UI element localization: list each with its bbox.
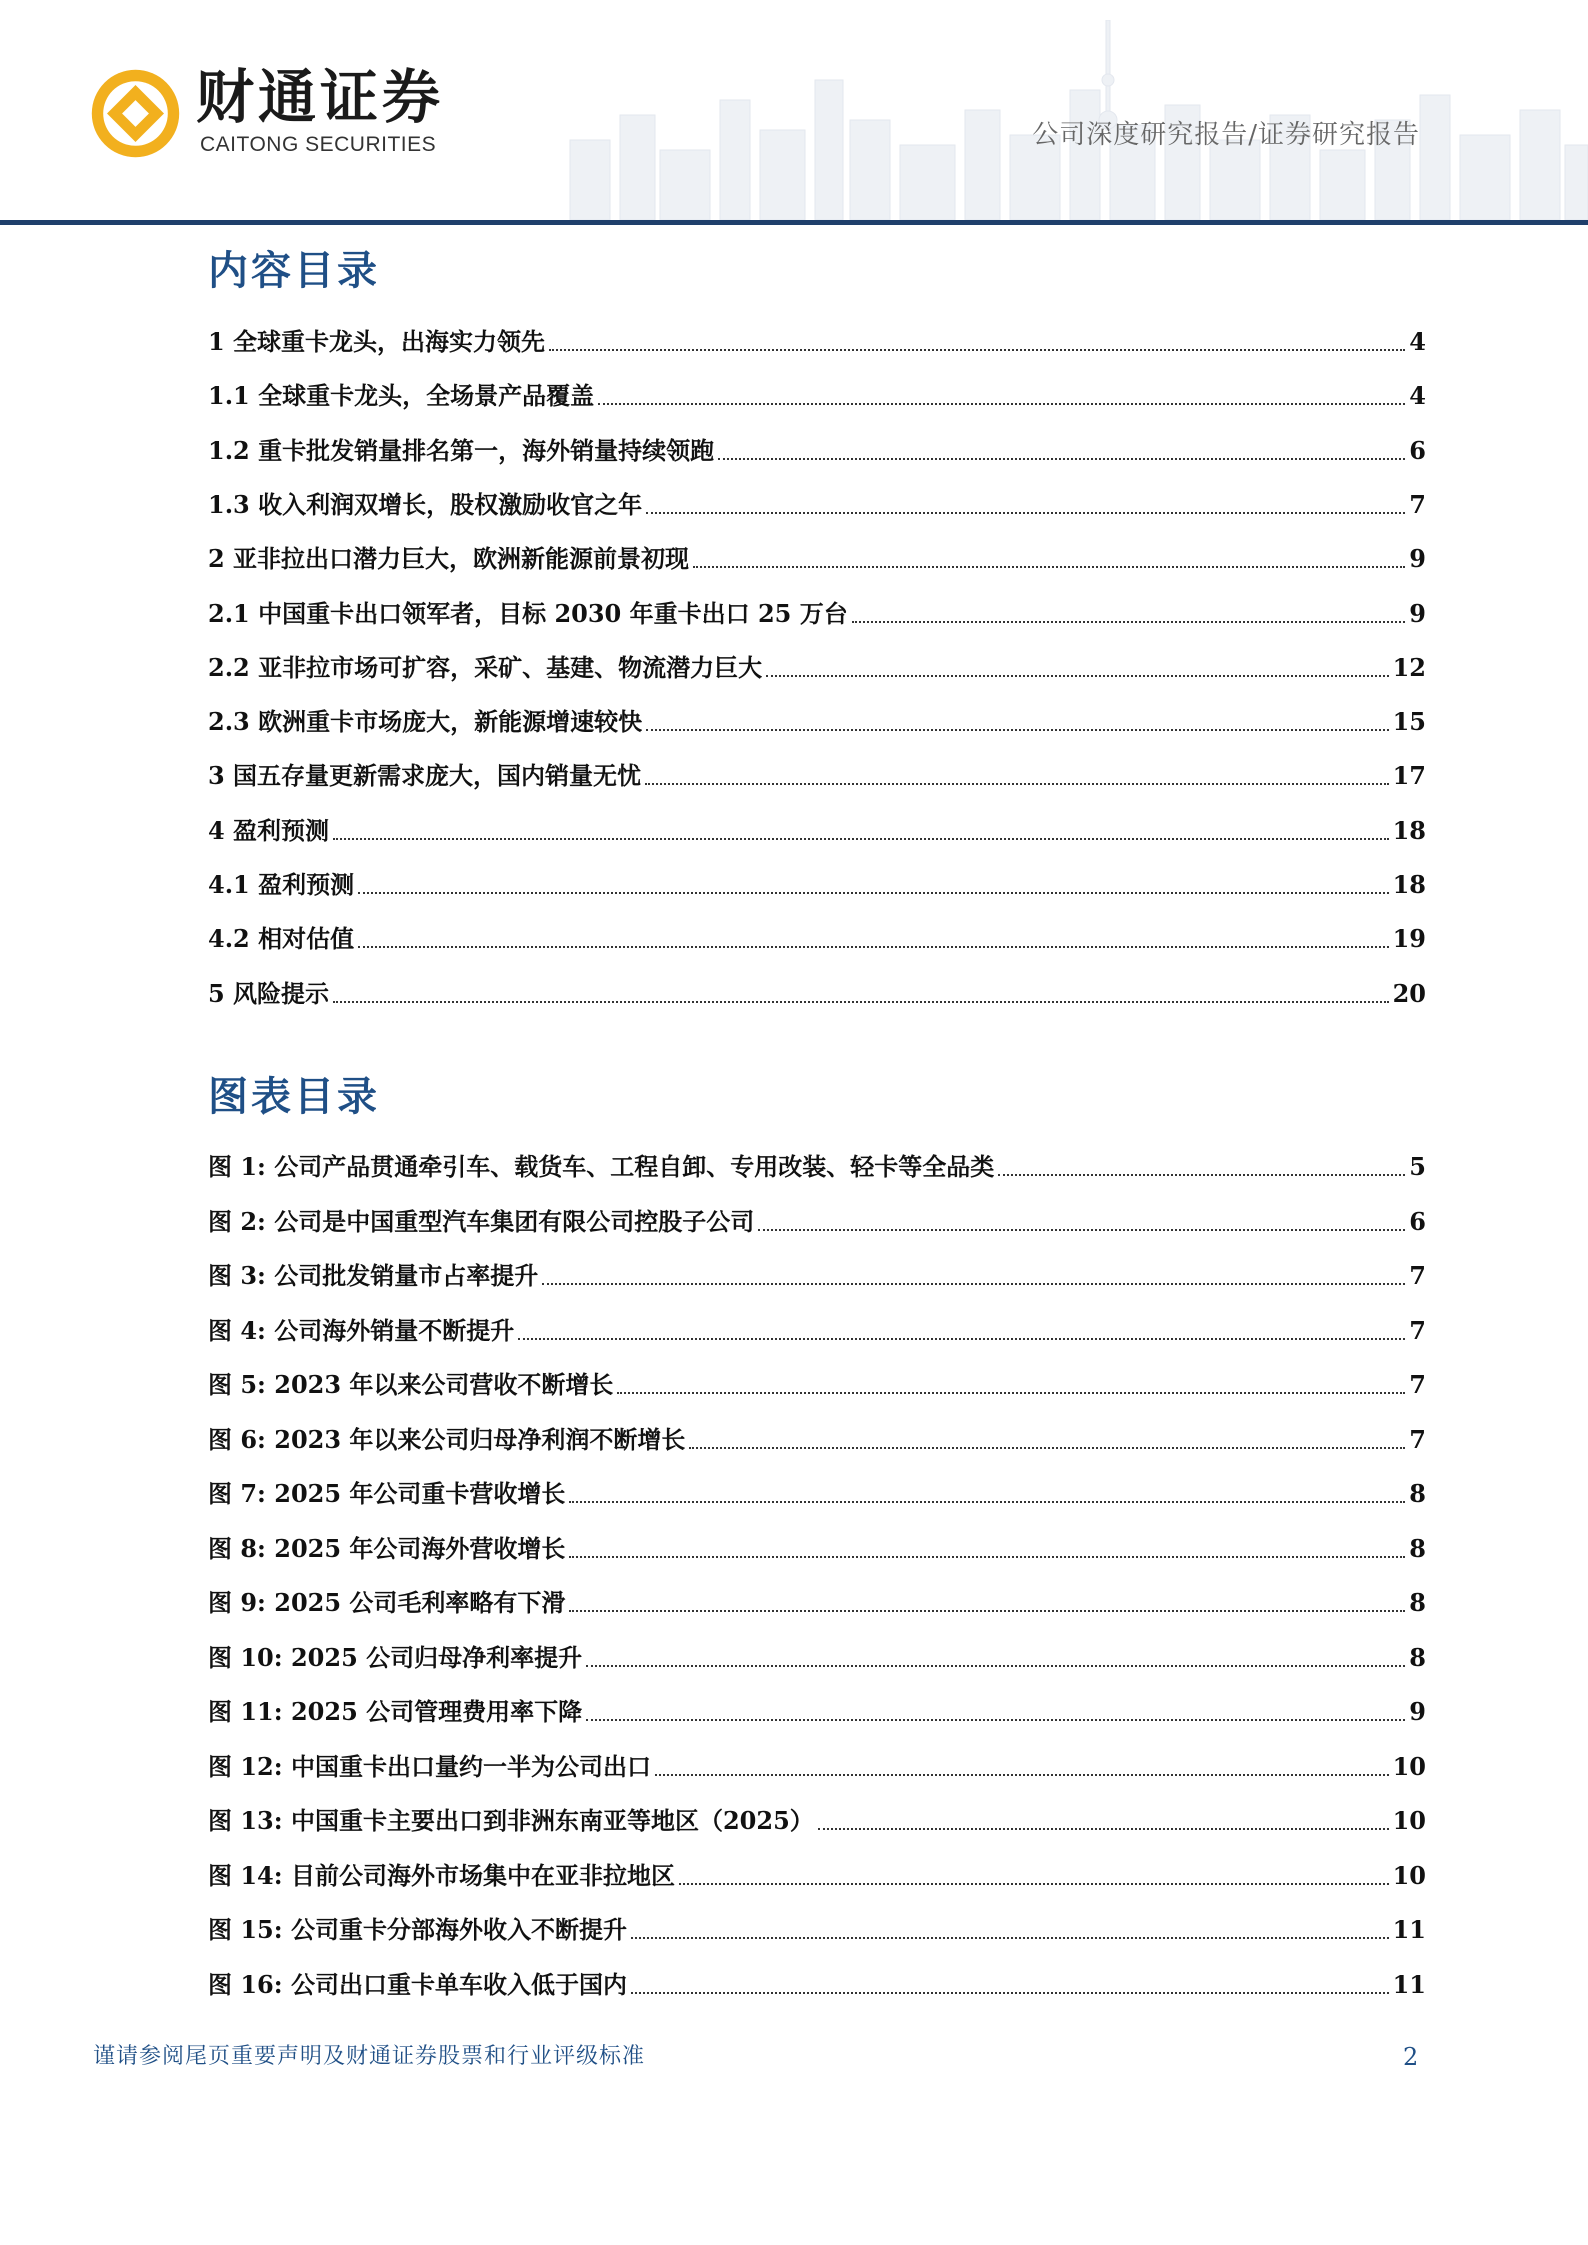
toc-entry-title: 5 风险提示 [208,978,330,1008]
figure-entry-page-number: 11 [1392,1969,1426,1999]
figure-entry-title: 图 12: 中国重卡出口量约一半为公司出口 [208,1751,651,1781]
figure-entry-page-number: 11 [1392,1915,1426,1944]
toc-entry-title: 4 盈利预测 [208,815,330,845]
toc-entry[interactable] [208,698,1426,738]
dot-leader [689,1446,1405,1449]
toc-entry-title: 2.2 亚非拉市场可扩容，采矿、基建、物流潜力巨大 [208,652,763,682]
toc-entry[interactable] [208,861,1426,901]
dot-leader [569,1609,1405,1612]
figure-entry-title: 图 3: 公司批发销量市占率提升 [208,1261,539,1290]
figure-entry[interactable] [208,1198,1426,1238]
figure-list-title: 图表目录 [208,1074,380,1120]
figure-entry-title: 图 13: 中国重卡主要出口到非洲东南亚等地区（2025） [208,1806,814,1835]
toc-entry-page-number: 15 [1392,707,1426,737]
figure-entry[interactable] [208,1361,1426,1401]
dot-leader [655,1773,1389,1776]
figure-entry-title: 图 8: 2025 年公司海外营收增长 [208,1533,566,1563]
figure-entry-title: 图 5: 2023 年以来公司营收不断增长 [208,1370,614,1399]
dot-leader [617,1391,1405,1394]
figure-entry[interactable] [208,1961,1426,2001]
figure-entry[interactable] [208,1252,1426,1292]
figure-entry-page-number: 8 [1409,1479,1426,1508]
toc-entry-title: 1.2 重卡批发销量排名第一，海外销量持续领跑 [208,435,715,465]
figure-entry-title: 图 9: 2025 公司毛利率略有下滑 [208,1588,566,1617]
figure-entry[interactable] [208,1579,1426,1619]
dot-leader [679,1882,1389,1885]
brand-name-cn: 财通证券 [196,63,445,131]
figure-entry-page-number: 7 [1409,1315,1426,1345]
figure-entry-page-number: 10 [1392,1860,1426,1890]
toc-entry-title: 3 国五存量更新需求庞大，国内销量无忧 [208,761,642,791]
dot-leader [718,457,1405,460]
dot-leader [358,891,1388,894]
dot-leader [518,1337,1405,1340]
figure-entry[interactable] [208,1797,1426,1837]
dot-leader [569,1500,1405,1503]
brand-name-en: CAITONG SECURITIES [200,133,437,156]
dot-leader [333,837,1389,840]
figure-entry[interactable] [208,1416,1426,1456]
dot-leader [758,1228,1405,1231]
toc-entry-page-number: 12 [1392,652,1426,682]
figure-entry-page-number: 6 [1409,1206,1426,1236]
figure-entry-title: 图 11: 2025 公司管理费用率下降 [208,1697,583,1726]
toc-entry-page-number: 9 [1409,544,1426,574]
figure-entry-page-number: 8 [1409,1642,1426,1672]
figure-entry-page-number: 5 [1409,1152,1426,1181]
toc-entry-page-number: 18 [1392,870,1426,899]
dot-leader [645,782,1389,785]
figure-entry-title: 图 15: 公司重卡分部海外收入不断提升 [208,1915,627,1944]
dot-leader [646,511,1405,514]
figure-entry-title: 图 4: 公司海外销量不断提升 [208,1315,515,1345]
toc-entry-title: 2.1 中国重卡出口领军者，目标 2030 年重卡出口 25 万台 [208,598,848,628]
report-type-label: 公司深度研究报告/证券研究报告 [1032,120,1420,150]
toc-entry-title: 2.3 欧洲重卡市场庞大，新能源增速较快 [208,707,643,737]
toc-entry[interactable] [208,644,1426,684]
toc-entry[interactable] [208,427,1426,467]
toc-entry-page-number: 4 [1409,327,1426,356]
header-divider [0,220,1588,225]
toc-title: 内容目录 [208,248,380,294]
figure-entry-title: 图 10: 2025 公司归母净利率提升 [208,1642,583,1672]
dot-leader [569,1555,1405,1558]
dot-leader [549,348,1405,351]
figure-entry-title: 图 6: 2023 年以来公司归母净利润不断增长 [208,1424,686,1454]
figure-entry[interactable] [208,1852,1426,1892]
caitong-logo-icon [88,66,183,161]
toc-entry-page-number: 4 [1409,381,1426,411]
figure-entry-page-number: 7 [1409,1370,1426,1399]
figure-entry-page-number: 8 [1409,1533,1426,1563]
dot-leader [693,565,1405,568]
page-number: 2 [1403,2043,1419,2071]
toc-entry-page-number: 17 [1392,761,1426,791]
toc-entry-page-number: 20 [1392,978,1426,1008]
toc-entry-title: 2 亚非拉出口潜力巨大，欧洲新能源前景初现 [208,544,690,574]
figure-entry[interactable] [208,1743,1426,1783]
figure-entry[interactable] [208,1470,1426,1510]
dot-leader [542,1282,1405,1285]
dot-leader [586,1664,1405,1667]
toc-entry-title: 1.3 收入利润双增长，股权激励收官之年 [208,489,643,519]
toc-entry[interactable] [208,481,1426,521]
figure-entry-title: 图 14: 目前公司海外市场集中在亚非拉地区 [208,1860,675,1890]
dot-leader [818,1827,1389,1830]
dot-leader [358,945,1388,948]
figure-entry-title: 图 16: 公司出口重卡单车收入低于国内 [208,1969,627,1999]
dot-leader [598,402,1405,405]
figure-entry-page-number: 8 [1409,1588,1426,1617]
toc-entry[interactable] [208,372,1426,412]
figure-entry[interactable] [208,1525,1426,1565]
toc-entry-title: 4.2 相对估值 [208,924,355,954]
figure-entry-page-number: 7 [1409,1424,1426,1454]
dot-leader [586,1718,1405,1721]
dot-leader [998,1173,1405,1176]
dot-leader [631,1991,1389,1994]
figure-entry[interactable] [208,1143,1426,1183]
figure-entry[interactable] [208,1688,1426,1728]
toc-entry[interactable] [208,915,1426,955]
dot-leader [766,674,1388,677]
footer-disclaimer: 谨请参阅尾页重要声明及财通证券股票和行业评级标准 [93,2044,646,2069]
toc-entry[interactable] [208,318,1426,358]
toc-entry-title: 4.1 盈利预测 [208,870,355,899]
dot-leader [852,620,1406,623]
figure-entry[interactable] [208,1906,1426,1946]
toc-entry-title: 1 全球重卡龙头，出海实力领先 [208,327,546,356]
figure-entry-page-number: 10 [1392,1751,1426,1781]
figure-entry-title: 图 7: 2025 年公司重卡营收增长 [208,1479,566,1508]
toc-entry-page-number: 19 [1392,924,1426,954]
dot-leader [646,728,1388,731]
figure-entry-page-number: 10 [1392,1806,1426,1835]
toc-entry-title: 1.1 全球重卡龙头，全场景产品覆盖 [208,381,595,411]
toc-entry[interactable] [208,807,1426,847]
toc-entry[interactable] [208,970,1426,1010]
figure-entry-page-number: 7 [1409,1261,1426,1290]
figure-entry-page-number: 9 [1409,1697,1426,1726]
toc-entry-page-number: 7 [1409,489,1426,519]
toc-entry-page-number: 18 [1392,815,1426,845]
figure-entry[interactable] [208,1634,1426,1674]
toc-entry[interactable] [208,590,1426,630]
toc-entry-page-number: 6 [1409,435,1426,465]
figure-entry-title: 图 1: 公司产品贯通牵引车、载货车、工程自卸、专用改装、轻卡等全品类 [208,1152,995,1181]
dot-leader [333,1000,1389,1003]
toc-entry[interactable] [208,535,1426,575]
figure-entry[interactable] [208,1307,1426,1347]
page-header [0,0,1588,230]
toc-entry-page-number: 9 [1409,598,1426,628]
toc-entry[interactable] [208,752,1426,792]
dot-leader [631,1936,1389,1939]
figure-entry-title: 图 2: 公司是中国重型汽车集团有限公司控股子公司 [208,1206,755,1236]
